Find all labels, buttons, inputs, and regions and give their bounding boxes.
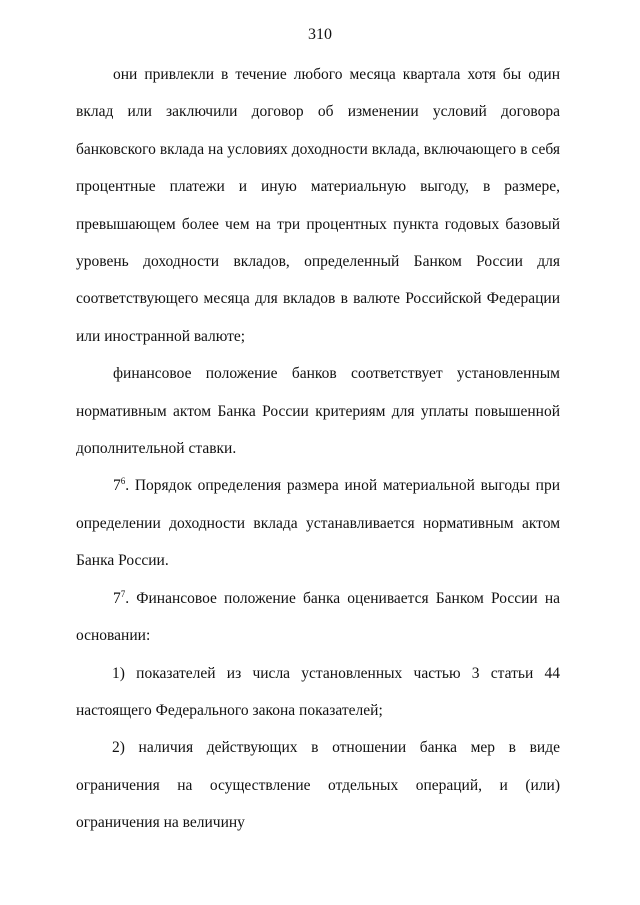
page-number: 310 — [308, 26, 332, 43]
clause-number: 7 — [113, 589, 121, 607]
clause-text: . Порядок определения размера иной материальной выгоды при определении доходности вклада устанавливается нормативным актом Банка России. — [76, 477, 560, 570]
list-item-1: 1) показателей из числа установленных частью 3 статьи 44 настоящего Федерального закона показателей; — [76, 664, 560, 719]
paragraph-financial-position: финансовое положение банков соответствует установленным нормативным актом Банка России критериям для уплаты повышенной дополнительной ставки. — [76, 365, 560, 458]
clause-number: 7 — [113, 477, 121, 495]
document-body — [76, 56, 560, 842]
paragraph-article-7-6 — [76, 467, 560, 579]
clause-text: . Финансовое положение банка оценивается Банком России на основании: — [76, 589, 560, 645]
list-item-2: 2) наличия действующих в отношении банка мер в виде ограничения на осуществление отдельных операций, и (или) ограничения на величину — [76, 739, 560, 832]
clause-superscript: 7 — [120, 588, 126, 599]
paragraph-article-7-7 — [76, 580, 560, 655]
paragraph-deposit-condition: они привлекли в течение любого месяца квартала хотя бы один вклад или заключили договор об изменении условий договора банковского вклада на условиях доходности вклада, включающего в себя процентные платежи и иную материальную выгоду, в размере, превышающем более чем на три процентных пункта годовых базовый уровень доходности вкладов, определенный Банком России для соответствующего месяца для вкладов в валюте Российской Федерации или иностранной валюте; — [76, 66, 560, 345]
clause-superscript: 6 — [120, 476, 126, 487]
